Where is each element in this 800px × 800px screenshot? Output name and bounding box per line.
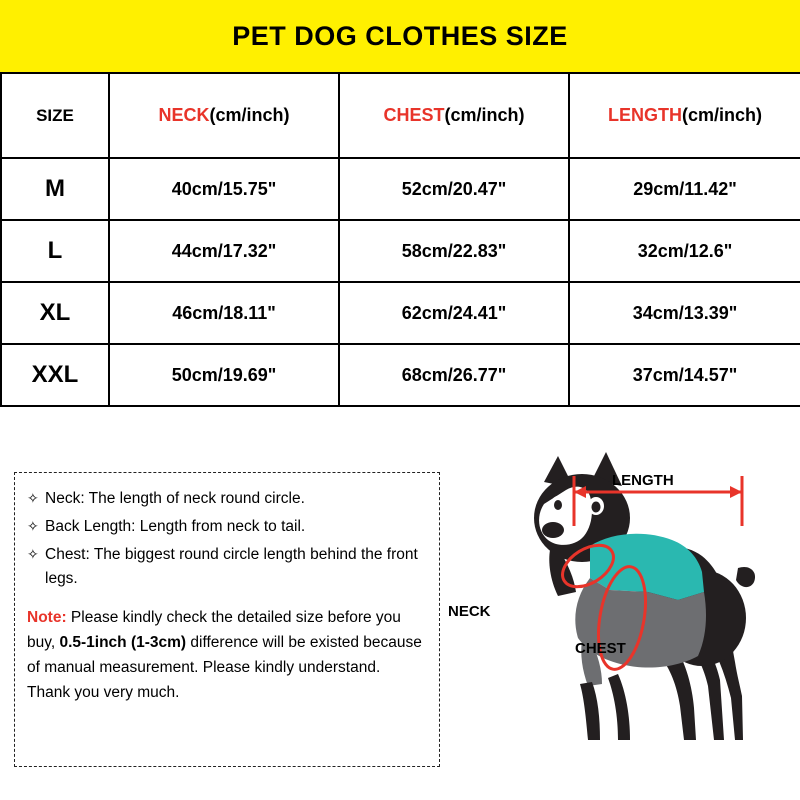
column-header-chest: CHEST(cm/inch): [339, 73, 569, 158]
note-text: Back Length: Length from neck to tail.: [45, 518, 306, 536]
dog-diagram-svg: [440, 440, 800, 800]
diamond-bullet-icon: ✧: [27, 490, 39, 506]
list-item: [27, 543, 427, 591]
note-part-2: difference will be existed because of manual measurement. Please kindly understand. Thank you very much.: [27, 634, 422, 702]
measurement-notes-box: [14, 472, 440, 767]
dog-front-legs: [580, 674, 630, 740]
cell-length: 32cm/12.6": [569, 220, 800, 282]
table-row: [1, 344, 800, 406]
column-header-neck: NECK(cm/inch): [109, 73, 339, 158]
bottom-section: [0, 432, 800, 800]
cell-length: 29cm/11.42": [569, 158, 800, 220]
column-header-length: LENGTH(cm/inch): [569, 73, 800, 158]
cell-length: 34cm/13.39": [569, 282, 800, 344]
list-item: [27, 515, 427, 539]
label-chest: CHEST: [575, 640, 626, 657]
note-emphasis: 0.5-1inch (1-3cm): [59, 634, 187, 652]
cell-size: XXL: [1, 344, 109, 406]
diamond-bullet-icon: ✧: [27, 518, 39, 535]
cell-neck: 46cm/18.11": [109, 282, 339, 344]
title-banner: [0, 0, 800, 72]
cell-neck: 40cm/15.75": [109, 158, 339, 220]
list-item: [27, 487, 427, 511]
table-row: [1, 282, 800, 344]
note-label: Note:: [27, 609, 67, 627]
cell-size: L: [1, 220, 109, 282]
cell-neck: 50cm/19.69": [109, 344, 339, 406]
column-header-size: SIZE: [1, 73, 109, 158]
disclaimer-paragraph: [27, 605, 427, 705]
diamond-bullet-icon: ✧: [27, 546, 39, 563]
note-text: Chest: The biggest round circle length behind the front legs.: [45, 546, 418, 588]
cell-size: M: [1, 158, 109, 220]
cell-chest: 52cm/20.47": [339, 158, 569, 220]
note-part-1: Please kindly check the detailed size before you buy,: [27, 609, 401, 652]
cell-neck: 44cm/17.32": [109, 220, 339, 282]
cell-chest: 58cm/22.83": [339, 220, 569, 282]
label-neck: NECK: [448, 603, 491, 620]
cell-chest: 62cm/24.41": [339, 282, 569, 344]
label-length: LENGTH: [612, 472, 674, 489]
size-table: [0, 72, 800, 407]
note-text: Neck: The length of neck round circle.: [45, 490, 305, 507]
table-header-row: [1, 73, 800, 158]
cell-size: XL: [1, 282, 109, 344]
cell-length: 37cm/14.57": [569, 344, 800, 406]
page-title: PET DOG CLOTHES SIZE: [232, 20, 568, 51]
dog-illustration: [440, 440, 800, 800]
cell-chest: 68cm/26.77": [339, 344, 569, 406]
table-row: [1, 220, 800, 282]
table-row: [1, 158, 800, 220]
